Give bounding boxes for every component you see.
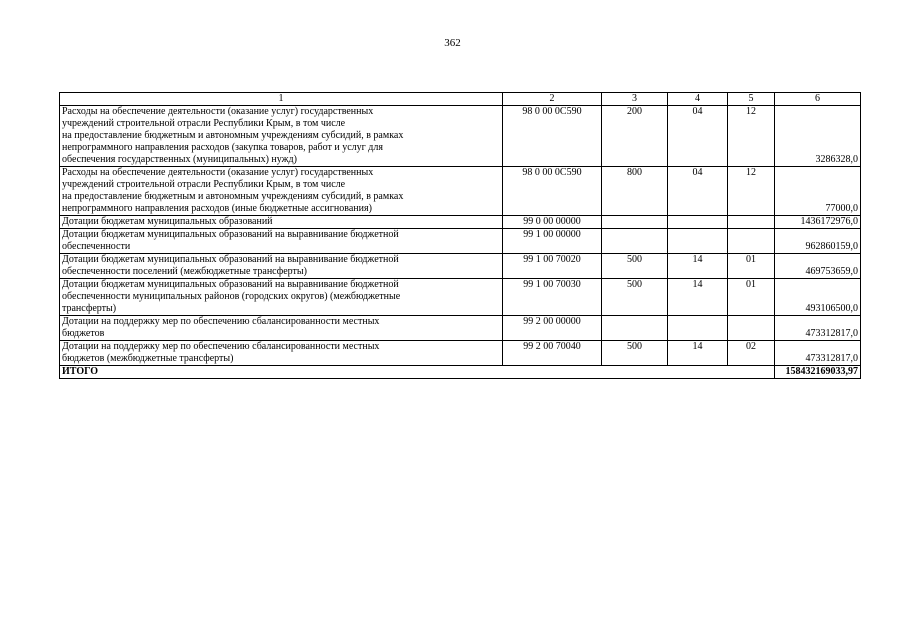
description-line: бюджетов: [62, 328, 105, 339]
row-section: 04: [668, 167, 728, 216]
row-section: 14: [668, 341, 728, 366]
row-description: [60, 341, 503, 366]
column-header-2: 2: [503, 93, 602, 106]
row-amount: 473312817,0: [775, 316, 861, 341]
row-description: [60, 316, 503, 341]
row-subsection: [728, 316, 775, 341]
table-row: [60, 254, 861, 279]
page-number: 362: [444, 37, 461, 49]
description-line: обеспечения государственных (муниципальных) нужд): [62, 154, 297, 165]
row-amount: 3286328,0: [775, 106, 861, 167]
row-expense-type: 500: [602, 279, 668, 316]
column-header-4: 4: [668, 93, 728, 106]
row-amount: 962860159,0: [775, 229, 861, 254]
total-label: ИТОГО: [60, 366, 775, 379]
table-row: [60, 341, 861, 366]
row-section: [668, 216, 728, 229]
row-amount: 1436172976,0: [775, 216, 861, 229]
description-line: Дотации на поддержку мер по обеспечению сбалансированности местных: [62, 316, 380, 327]
table-row: [60, 279, 861, 316]
description-line: Дотации бюджетам муниципальных образований на выравнивание бюджетной: [62, 279, 399, 290]
table-row: [60, 167, 861, 216]
description-line: трансферты): [62, 303, 117, 314]
row-section: [668, 316, 728, 341]
row-target-code: 99 2 00 00000: [503, 316, 602, 341]
description-line: Дотации бюджетам муниципальных образований на выравнивание бюджетной: [62, 254, 399, 265]
total-amount: 158432169033,97: [775, 366, 861, 379]
description-line: непрограммного направления расходов (иные бюджетные ассигнования): [62, 203, 372, 214]
description-line: Расходы на обеспечение деятельности (оказание услуг) государственных: [62, 106, 374, 117]
row-amount: 473312817,0: [775, 341, 861, 366]
description-line: учреждений строительной отрасли Республики Крым, в том числе: [62, 179, 346, 190]
row-subsection: [728, 229, 775, 254]
row-subsection: [728, 216, 775, 229]
row-section: 14: [668, 279, 728, 316]
row-amount: 469753659,0: [775, 254, 861, 279]
description-line: Расходы на обеспечение деятельности (оказание услуг) государственных: [62, 167, 374, 178]
description-line: Дотации бюджетам муниципальных образований: [62, 216, 273, 227]
column-header-1: 1: [60, 93, 503, 106]
description-line: обеспеченности муниципальных районов (городских округов) (межбюджетные: [62, 291, 401, 302]
description-line: обеспеченности поселений (межбюджетные трансферты): [62, 266, 307, 277]
column-header-3: 3: [602, 93, 668, 106]
description-line: обеспеченности: [62, 241, 131, 252]
row-subsection: 01: [728, 254, 775, 279]
row-amount: 493106500,0: [775, 279, 861, 316]
row-section: [668, 229, 728, 254]
table-row: [60, 216, 861, 229]
table-row: [60, 229, 861, 254]
total-row: [60, 366, 861, 379]
row-subsection: 12: [728, 167, 775, 216]
row-description: [60, 229, 503, 254]
row-description: [60, 254, 503, 279]
description-line: Дотации на поддержку мер по обеспечению сбалансированности местных: [62, 341, 380, 352]
description-line: на предоставление бюджетным и автономным учреждениям субсидий, в рамках: [62, 130, 404, 141]
table-row: [60, 316, 861, 341]
description-line: непрограммного направления расходов (закупка товаров, работ и услуг для: [62, 142, 383, 153]
budget-table: [59, 92, 861, 379]
column-header-5: 5: [728, 93, 775, 106]
row-target-code: 99 0 00 00000: [503, 216, 602, 229]
row-description: [60, 167, 503, 216]
column-header-6: 6: [775, 93, 861, 106]
row-description: [60, 216, 503, 229]
row-expense-type: 500: [602, 341, 668, 366]
row-target-code: 99 1 00 70020: [503, 254, 602, 279]
row-expense-type: [602, 229, 668, 254]
description-line: учреждений строительной отрасли Республики Крым, в том числе: [62, 118, 346, 129]
row-description: [60, 106, 503, 167]
row-target-code: 99 2 00 70040: [503, 341, 602, 366]
row-expense-type: 500: [602, 254, 668, 279]
description-line: Дотации бюджетам муниципальных образований на выравнивание бюджетной: [62, 229, 399, 240]
row-target-code: 98 0 00 0С590: [503, 106, 602, 167]
row-section: 04: [668, 106, 728, 167]
row-section: 14: [668, 254, 728, 279]
row-subsection: 02: [728, 341, 775, 366]
row-expense-type: 800: [602, 167, 668, 216]
table-row: [60, 106, 861, 167]
row-target-code: 99 1 00 00000: [503, 229, 602, 254]
row-subsection: 12: [728, 106, 775, 167]
description-line: бюджетов (межбюджетные трансферты): [62, 353, 234, 364]
table-header-row: [60, 93, 861, 106]
row-target-code: 98 0 00 0С590: [503, 167, 602, 216]
description-line: на предоставление бюджетным и автономным учреждениям субсидий, в рамках: [62, 191, 404, 202]
row-description: [60, 279, 503, 316]
row-expense-type: 200: [602, 106, 668, 167]
row-target-code: 99 1 00 70030: [503, 279, 602, 316]
row-amount: 77000,0: [775, 167, 861, 216]
row-expense-type: [602, 316, 668, 341]
row-subsection: 01: [728, 279, 775, 316]
row-expense-type: [602, 216, 668, 229]
budget-table-body: [60, 93, 861, 379]
